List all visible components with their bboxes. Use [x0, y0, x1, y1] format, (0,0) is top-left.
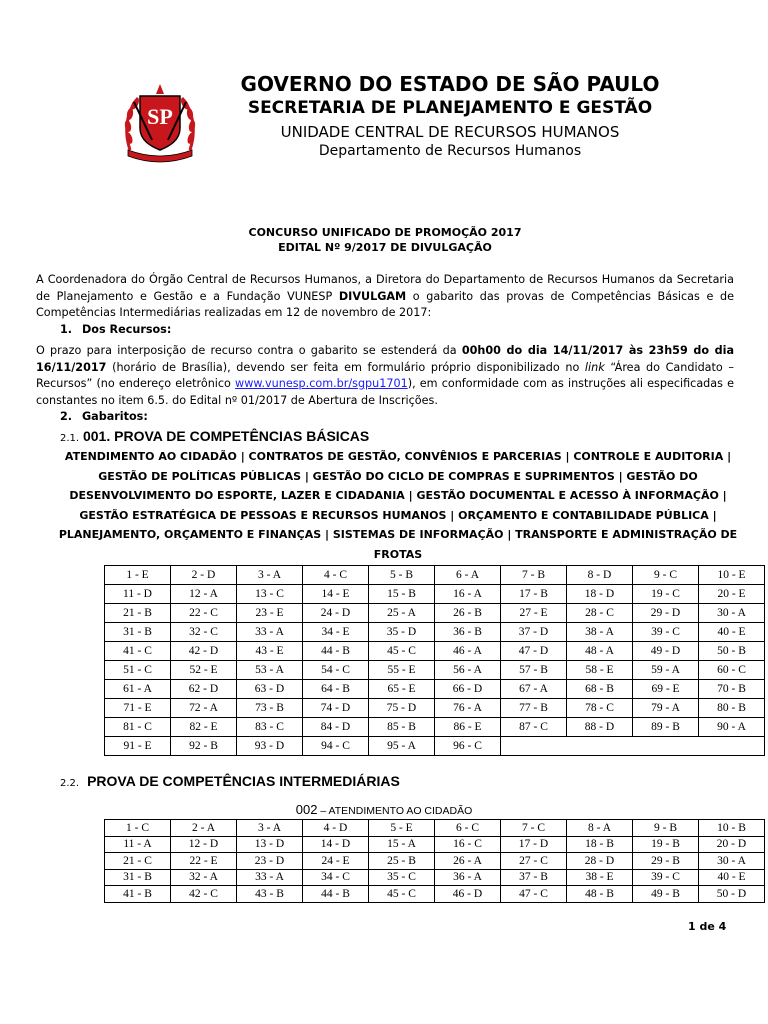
table-row	[105, 820, 765, 837]
answer-cell: 84 - D	[303, 718, 369, 737]
answer-cell: 47 - C	[501, 886, 567, 903]
answer-cell: 7 - C	[501, 820, 567, 837]
answer-cell: 90 - A	[699, 718, 765, 737]
subsection-2-1-heading: 2.1. 001. PROVA DE COMPETÊNCIAS BÁSICAS	[60, 428, 370, 444]
table-row	[105, 836, 765, 853]
answer-cell: 23 - E	[237, 604, 303, 623]
answer-cell: 21 - B	[105, 604, 171, 623]
answer-cell: 58 - E	[567, 661, 633, 680]
page-number: 1 de 4	[688, 920, 727, 933]
answer-cell: 51 - C	[105, 661, 171, 680]
answer-cell: 34 - E	[303, 623, 369, 642]
answer-cell: 48 - A	[567, 642, 633, 661]
answer-cell: 64 - B	[303, 680, 369, 699]
answer-cell: 9 - B	[633, 820, 699, 837]
answer-cell: 47 - D	[501, 642, 567, 661]
answer-cell: 83 - C	[237, 718, 303, 737]
table-row	[105, 737, 765, 756]
answer-cell: 24 - D	[303, 604, 369, 623]
answer-cell: 6 - A	[435, 566, 501, 585]
answer-cell: 28 - C	[567, 604, 633, 623]
answer-cell: 20 - D	[699, 836, 765, 853]
answer-cell: 10 - B	[699, 820, 765, 837]
answer-cell: 37 - B	[501, 869, 567, 886]
answer-cell: 57 - B	[501, 661, 567, 680]
answer-cell: 23 - D	[237, 853, 303, 870]
table-row	[105, 566, 765, 585]
answer-cell: 38 - A	[567, 623, 633, 642]
answer-cell: 5 - E	[369, 820, 435, 837]
answer-cell: 80 - B	[699, 699, 765, 718]
table-row	[105, 604, 765, 623]
answer-cell: 32 - A	[171, 869, 237, 886]
answer-cell: 34 - C	[303, 869, 369, 886]
answer-cell: 65 - E	[369, 680, 435, 699]
answer-cell: 26 - A	[435, 853, 501, 870]
answer-cell: 30 - A	[699, 853, 765, 870]
header-unit: UNIDADE CENTRAL DE RECURSOS HUMANOS	[280, 123, 620, 141]
answer-cell: 19 - B	[633, 836, 699, 853]
answer-cell: 60 - C	[699, 661, 765, 680]
answer-cell: 62 - D	[171, 680, 237, 699]
answer-cell: 20 - E	[699, 585, 765, 604]
contest-title: CONCURSO UNIFICADO DE PROMOÇÃO 2017	[248, 226, 522, 239]
answer-cell: 85 - B	[369, 718, 435, 737]
answer-cell: 33 - A	[237, 869, 303, 886]
answer-cell: 1 - C	[105, 820, 171, 837]
answer-cell: 39 - C	[633, 869, 699, 886]
answer-cell: 28 - D	[567, 853, 633, 870]
answer-cell: 45 - C	[369, 642, 435, 661]
answer-cell: 41 - B	[105, 886, 171, 903]
answer-cell: 49 - D	[633, 642, 699, 661]
answer-cell: 14 - E	[303, 585, 369, 604]
answer-cell: 4 - D	[303, 820, 369, 837]
answer-cell: 46 - A	[435, 642, 501, 661]
answer-cell: 38 - E	[567, 869, 633, 886]
answer-cell: 6 - C	[435, 820, 501, 837]
answer-cell	[633, 737, 699, 756]
answer-cell: 63 - D	[237, 680, 303, 699]
answer-cell: 31 - B	[105, 869, 171, 886]
answer-cell: 44 - B	[303, 642, 369, 661]
answer-cell: 14 - D	[303, 836, 369, 853]
answer-cell: 15 - A	[369, 836, 435, 853]
answer-cell: 17 - D	[501, 836, 567, 853]
answer-cell: 3 - A	[237, 566, 303, 585]
answer-cell: 2 - D	[171, 566, 237, 585]
answer-cell: 71 - E	[105, 699, 171, 718]
answer-cell: 77 - B	[501, 699, 567, 718]
answer-cell: 70 - B	[699, 680, 765, 699]
answer-cell: 67 - A	[501, 680, 567, 699]
answer-cell: 42 - D	[171, 642, 237, 661]
answer-cell: 44 - B	[303, 886, 369, 903]
answer-cell: 10 - E	[699, 566, 765, 585]
edital-title: EDITAL Nº 9/2017 DE DIVULGAÇÃO	[278, 241, 492, 254]
appeals-paragraph: O prazo para interposição de recurso contra o gabarito se estenderá da 00h00 do dia 14/11/2017 às 23h59 do dia 16/11/2017 (horário de Brasília), devendo ser feita em formulário próprio disponibilizado no link “Área do Candidato – Recursos” (no endereço eletrônico www.vunesp.com.br/sgpu1701), em conformidade com as instruções ali especificadas e constantes no item 6.5. do Edital nº 01/2017 de Abertura de Inscrições.	[36, 344, 734, 407]
answer-cell: 68 - B	[567, 680, 633, 699]
answer-cell	[501, 737, 567, 756]
answer-cell: 25 - B	[369, 853, 435, 870]
answer-cell: 42 - C	[171, 886, 237, 903]
answer-cell: 76 - A	[435, 699, 501, 718]
answer-cell: 75 - D	[369, 699, 435, 718]
answer-key-table-001	[104, 565, 765, 756]
answer-cell: 78 - C	[567, 699, 633, 718]
answer-cell: 53 - A	[237, 661, 303, 680]
subsection-2-2-heading: 2.2. PROVA DE COMPETÊNCIAS INTERMEDIÁRIAS	[60, 773, 400, 789]
table-row	[105, 585, 765, 604]
answer-cell: 69 - E	[633, 680, 699, 699]
header-government: GOVERNO DO ESTADO DE SÃO PAULO	[240, 72, 660, 96]
answer-cell: 25 - A	[369, 604, 435, 623]
answer-cell: 29 - D	[633, 604, 699, 623]
answer-cell: 32 - C	[171, 623, 237, 642]
answer-cell: 19 - C	[633, 585, 699, 604]
answer-cell: 82 - E	[171, 718, 237, 737]
answer-cell: 50 - B	[699, 642, 765, 661]
answer-cell: 11 - D	[105, 585, 171, 604]
answer-cell: 72 - A	[171, 699, 237, 718]
answer-cell: 93 - D	[237, 737, 303, 756]
table-row	[105, 642, 765, 661]
answer-cell: 4 - C	[303, 566, 369, 585]
answer-cell: 48 - B	[567, 886, 633, 903]
answer-cell: 96 - C	[435, 737, 501, 756]
answer-cell: 52 - E	[171, 661, 237, 680]
answer-cell: 46 - D	[435, 886, 501, 903]
answer-cell	[567, 737, 633, 756]
answer-cell: 40 - E	[699, 869, 765, 886]
section-2-heading: 2. Gabaritos:	[60, 410, 148, 423]
answer-cell: 35 - D	[369, 623, 435, 642]
answer-cell: 55 - E	[369, 661, 435, 680]
answer-cell: 33 - A	[237, 623, 303, 642]
answer-cell: 5 - B	[369, 566, 435, 585]
answer-cell: 2 - A	[171, 820, 237, 837]
answer-cell: 15 - B	[369, 585, 435, 604]
answer-cell: 22 - C	[171, 604, 237, 623]
areas-list: ATENDIMENTO AO CIDADÃO | CONTRATOS DE GESTÃO, CONVÊNIOS E PARCERIAS | CONTROLE E AUDITORIA | GESTÃO DE POLÍTICAS PÚBLICAS | GESTÃO DO CICLO DE COMPRAS E SUPRIMENTOS | GESTÃO DO DESENVOLVIMENTO DO ESPORTE, LAZER E CIDADANIA | GESTÃO DOCUMENTAL E ACESSO À INFORMAÇÃO | GESTÃO ESTRATÉGICA DE PESSOAS E RECURSOS HUMANOS | ORÇAMENTO E CONTABILIDADE PÚBLICA | PLANEJAMENTO, ORÇAMENTO E FINANÇAS | SISTEMAS DE INFORMAÇÃO | TRANSPORTE E ADMINISTRAÇÃO DE FROTAS	[58, 450, 738, 561]
answer-cell: 87 - C	[501, 718, 567, 737]
answer-cell: 26 - B	[435, 604, 501, 623]
answer-cell: 49 - B	[633, 886, 699, 903]
answer-cell: 1 - E	[105, 566, 171, 585]
table-row	[105, 680, 765, 699]
answer-cell: 17 - B	[501, 585, 567, 604]
answer-cell: 16 - C	[435, 836, 501, 853]
answer-cell: 27 - C	[501, 853, 567, 870]
answer-cell: 66 - D	[435, 680, 501, 699]
answer-cell: 89 - B	[633, 718, 699, 737]
answer-cell: 74 - D	[303, 699, 369, 718]
answer-cell: 41 - C	[105, 642, 171, 661]
answer-cell: 12 - D	[171, 836, 237, 853]
answer-cell: 91 - E	[105, 737, 171, 756]
answer-cell: 36 - B	[435, 623, 501, 642]
answer-cell: 30 - A	[699, 604, 765, 623]
answer-cell: 79 - A	[633, 699, 699, 718]
answer-cell: 13 - D	[237, 836, 303, 853]
table-row	[105, 886, 765, 903]
answer-cell: 18 - B	[567, 836, 633, 853]
sp-coat-of-arms-logo	[120, 82, 200, 164]
answer-cell: 35 - C	[369, 869, 435, 886]
answer-cell: 59 - A	[633, 661, 699, 680]
answer-cell: 31 - B	[105, 623, 171, 642]
answer-cell: 7 - B	[501, 566, 567, 585]
answer-cell: 13 - C	[237, 585, 303, 604]
header-department: Departamento de Recursos Humanos	[318, 143, 582, 159]
answer-cell: 36 - A	[435, 869, 501, 886]
table-row	[105, 623, 765, 642]
svg-text:SP: SP	[147, 104, 173, 129]
answer-cell: 88 - D	[567, 718, 633, 737]
answer-cell: 24 - E	[303, 853, 369, 870]
answer-cell: 21 - C	[105, 853, 171, 870]
header-secretariat: SECRETARIA DE PLANEJAMENTO E GESTÃO	[247, 98, 653, 118]
area-002-caption: 002 – ATENDIMENTO AO CIDADÃO	[295, 802, 473, 817]
answer-cell: 56 - A	[435, 661, 501, 680]
answer-cell: 11 - A	[105, 836, 171, 853]
answer-cell: 40 - E	[699, 623, 765, 642]
table-row	[105, 718, 765, 737]
answer-cell: 22 - E	[171, 853, 237, 870]
answer-cell: 50 - D	[699, 886, 765, 903]
answer-cell: 45 - C	[369, 886, 435, 903]
answer-cell: 18 - D	[567, 585, 633, 604]
answer-cell: 54 - C	[303, 661, 369, 680]
answer-cell: 8 - A	[567, 820, 633, 837]
answer-cell: 12 - A	[171, 585, 237, 604]
answer-cell: 39 - C	[633, 623, 699, 642]
answer-cell: 29 - B	[633, 853, 699, 870]
answer-cell	[699, 737, 765, 756]
answer-cell: 8 - D	[567, 566, 633, 585]
answer-cell: 37 - D	[501, 623, 567, 642]
answer-cell: 86 - E	[435, 718, 501, 737]
answer-key-table-002	[104, 819, 765, 903]
answer-cell: 9 - C	[633, 566, 699, 585]
answer-cell: 94 - C	[303, 737, 369, 756]
answer-cell: 92 - B	[171, 737, 237, 756]
answer-cell: 43 - E	[237, 642, 303, 661]
answer-cell: 27 - E	[501, 604, 567, 623]
answer-cell: 43 - B	[237, 886, 303, 903]
answer-cell: 61 - A	[105, 680, 171, 699]
answer-cell: 95 - A	[369, 737, 435, 756]
answer-cell: 73 - B	[237, 699, 303, 718]
answer-cell: 3 - A	[237, 820, 303, 837]
intro-paragraph: A Coordenadora do Órgão Central de Recursos Humanos, a Diretora do Departamento de Recursos Humanos da Secretaria de Planejamento e Gestão e a Fundação VUNESP DIVULGAM o gabarito das provas de Competências Básicas e de Competências Intermediárias realizadas em 12 de novembro de 2017:	[36, 273, 734, 319]
section-1-heading: 1. Dos Recursos:	[60, 323, 172, 336]
table-row	[105, 661, 765, 680]
table-row	[105, 699, 765, 718]
table-row	[105, 853, 765, 870]
answer-cell: 16 - A	[435, 585, 501, 604]
table-row	[105, 869, 765, 886]
answer-cell: 81 - C	[105, 718, 171, 737]
vunesp-link[interactable]: www.vunesp.com.br/sgpu1701	[235, 377, 408, 390]
